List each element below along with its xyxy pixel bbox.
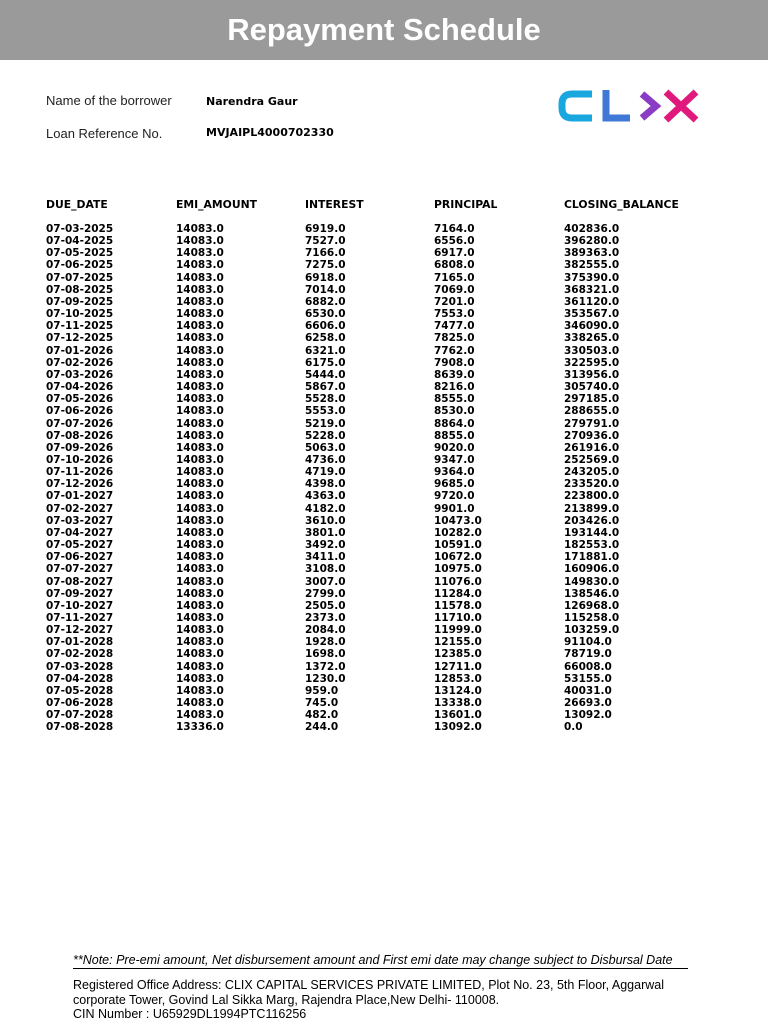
table-cell: 14083.0 (176, 441, 224, 454)
table-row (46, 259, 694, 271)
table-cell: 8216.0 (434, 381, 475, 394)
page-title: Repayment Schedule (227, 12, 541, 47)
table-cell: 1230.0 (305, 672, 346, 685)
table-cell: 338265.0 (564, 332, 620, 345)
table-cell: 07-11-2027 (46, 612, 114, 624)
table-cell: 07-10-2027 (46, 599, 114, 612)
table-row (46, 551, 694, 563)
table-cell: 7527.0 (305, 235, 346, 248)
table-cell: 6321.0 (305, 344, 346, 357)
table-row (46, 320, 694, 332)
table-cell: 11284.0 (434, 587, 482, 600)
table-row (46, 345, 694, 357)
table-cell: 4182.0 (305, 502, 346, 515)
table-cell: 6556.0 (434, 235, 475, 248)
table-cell: 14083.0 (176, 283, 224, 296)
table-cell: 13124.0 (434, 684, 482, 697)
table-row (46, 697, 694, 709)
table-cell: 91104.0 (564, 636, 612, 649)
table-cell: 14083.0 (176, 466, 224, 479)
table-row (46, 442, 694, 454)
table-cell: 244.0 (305, 721, 339, 734)
table-row (46, 478, 694, 490)
table-cell: 0.0 (564, 721, 583, 734)
table-cell: 14083.0 (176, 624, 224, 637)
table-cell: 12385.0 (434, 648, 482, 661)
table-cell: 12155.0 (434, 636, 482, 649)
table-cell: 11710.0 (434, 612, 482, 624)
disclaimer-note: **Note: Pre-emi amount, Net disbursement amount and First emi date may change subject to Disbursal Date (73, 953, 688, 969)
table-row (46, 284, 694, 296)
table-cell: 313956.0 (564, 368, 620, 381)
table-cell: 270936.0 (564, 429, 620, 442)
table-cell: 5228.0 (305, 429, 346, 442)
table-cell: 07-07-2025 (46, 271, 114, 284)
table-row (46, 357, 694, 369)
table-cell: 126968.0 (564, 599, 620, 612)
table-cell: 11076.0 (434, 575, 482, 588)
table-row (46, 648, 694, 660)
table-cell: 07-08-2026 (46, 429, 114, 442)
table-cell: 07-09-2027 (46, 587, 114, 600)
table-cell: 6882.0 (305, 295, 346, 308)
table-cell: 14083.0 (176, 575, 224, 588)
table-cell: 382555.0 (564, 259, 620, 272)
table-cell: 330503.0 (564, 344, 620, 357)
table-cell: 171881.0 (564, 551, 620, 564)
table-row (46, 527, 694, 539)
table-cell: 14083.0 (176, 612, 224, 624)
table-cell: 6175.0 (305, 356, 346, 369)
table-cell: 3108.0 (305, 563, 346, 576)
table-cell: 3492.0 (305, 539, 346, 552)
table-cell: 07-12-2026 (46, 478, 114, 491)
table-cell: 8864.0 (434, 417, 475, 430)
table-cell: 103259.0 (564, 624, 620, 637)
table-row (46, 685, 694, 697)
table-cell: 9020.0 (434, 441, 475, 454)
table-row (46, 393, 694, 405)
table-cell: 14083.0 (176, 393, 224, 406)
table-cell: 07-07-2027 (46, 563, 114, 576)
table-cell: 223800.0 (564, 490, 620, 503)
table-cell: 14083.0 (176, 709, 224, 722)
table-cell: 14083.0 (176, 636, 224, 649)
table-cell: 10591.0 (434, 539, 482, 552)
table-cell: 14083.0 (176, 490, 224, 503)
table-cell: 14083.0 (176, 648, 224, 661)
table-cell: 07-04-2025 (46, 235, 114, 248)
table-cell: 368321.0 (564, 283, 620, 296)
table-cell: 07-11-2025 (46, 320, 114, 333)
table-cell: 13336.0 (176, 721, 224, 734)
table-row (46, 430, 694, 442)
table-cell: 14083.0 (176, 405, 224, 418)
table-row (46, 454, 694, 466)
table-cell: 2084.0 (305, 624, 346, 637)
table-cell: 14083.0 (176, 308, 224, 321)
table-row (46, 418, 694, 430)
table-cell: 07-02-2028 (46, 648, 114, 661)
table-cell: 07-01-2027 (46, 490, 114, 503)
table-cell: 5553.0 (305, 405, 346, 418)
table-cell: 07-01-2026 (46, 344, 114, 357)
table-cell: 10473.0 (434, 514, 482, 527)
registered-address (73, 978, 703, 1022)
table-row (46, 405, 694, 417)
table-cell: 8555.0 (434, 393, 475, 406)
table-cell: 14083.0 (176, 599, 224, 612)
table-row (46, 369, 694, 381)
table-cell: 1372.0 (305, 660, 346, 673)
borrower-name-label: Name of the borrower (46, 93, 172, 108)
table-cell: 14083.0 (176, 429, 224, 442)
table-cell: 14083.0 (176, 223, 224, 235)
table-row (46, 576, 694, 588)
table-cell: 14083.0 (176, 320, 224, 333)
table-cell: 115258.0 (564, 612, 620, 624)
table-cell: 4363.0 (305, 490, 346, 503)
table-row (46, 490, 694, 502)
address-line-1: Registered Office Address: CLIX CAPITAL SERVICES PRIVATE LIMITED, Plot No. 23, 5th Floor, Aggarwal (73, 978, 664, 992)
table-cell: 353567.0 (564, 308, 620, 321)
col-interest: INTEREST (305, 198, 364, 211)
table-cell: 346090.0 (564, 320, 620, 333)
clix-logo (558, 86, 702, 126)
table-cell: 12853.0 (434, 672, 482, 685)
table-cell: 297185.0 (564, 393, 620, 406)
table-cell: 959.0 (305, 684, 339, 697)
address-line-2: corporate Tower, Govind Lal Sikka Marg, Rajendra Place,New Delhi- 110008. (73, 992, 500, 1007)
table-cell: 26693.0 (564, 697, 612, 710)
table-cell: 14083.0 (176, 563, 224, 576)
table-cell: 402836.0 (564, 223, 620, 235)
table-cell: 389363.0 (564, 247, 620, 260)
table-cell: 07-05-2025 (46, 247, 114, 260)
table-cell: 2799.0 (305, 587, 346, 600)
table-cell: 78719.0 (564, 648, 612, 661)
table-cell: 07-03-2025 (46, 223, 114, 235)
table-cell: 07-09-2025 (46, 295, 114, 308)
table-cell: 14083.0 (176, 587, 224, 600)
table-cell: 9347.0 (434, 453, 475, 466)
table-row (46, 296, 694, 308)
table-cell: 13092.0 (434, 721, 482, 734)
col-principal: PRINCIPAL (434, 198, 498, 211)
table-cell: 14083.0 (176, 551, 224, 564)
table-cell: 396280.0 (564, 235, 620, 248)
table-cell: 5528.0 (305, 393, 346, 406)
table-cell: 14083.0 (176, 539, 224, 552)
table-cell: 14083.0 (176, 356, 224, 369)
table-cell: 12711.0 (434, 660, 482, 673)
table-cell: 7165.0 (434, 271, 475, 284)
table-row (46, 466, 694, 478)
table-cell: 14083.0 (176, 368, 224, 381)
table-cell: 288655.0 (564, 405, 620, 418)
table-cell: 07-08-2027 (46, 575, 114, 588)
table-cell: 3801.0 (305, 526, 346, 539)
table-cell: 213899.0 (564, 502, 620, 515)
table-cell: 322595.0 (564, 356, 620, 369)
table-cell: 07-06-2025 (46, 259, 114, 272)
table-cell: 9685.0 (434, 478, 475, 491)
table-cell: 8639.0 (434, 368, 475, 381)
table-cell: 3610.0 (305, 514, 346, 527)
col-emi-amount: EMI_AMOUNT (176, 198, 257, 211)
table-cell: 07-12-2027 (46, 624, 114, 637)
table-row (46, 503, 694, 515)
borrower-name-value: Narendra Gaur (206, 95, 298, 108)
table-cell: 13338.0 (434, 697, 482, 710)
table-cell: 279791.0 (564, 417, 620, 430)
table-cell: 138546.0 (564, 587, 620, 600)
table-cell: 07-07-2028 (46, 709, 114, 722)
table-cell: 160906.0 (564, 563, 620, 576)
table-cell: 53155.0 (564, 672, 612, 685)
table-cell: 07-08-2028 (46, 721, 114, 734)
table-cell: 7908.0 (434, 356, 475, 369)
table-cell: 8530.0 (434, 405, 475, 418)
table-row (46, 247, 694, 259)
page-header (0, 0, 768, 60)
table-cell: 233520.0 (564, 478, 620, 491)
table-cell: 07-09-2026 (46, 441, 114, 454)
table-cell: 14083.0 (176, 660, 224, 673)
table-cell: 14083.0 (176, 271, 224, 284)
table-cell: 14083.0 (176, 344, 224, 357)
table-cell: 7825.0 (434, 332, 475, 345)
loan-ref-value: MVJAIPL4000702330 (206, 126, 334, 139)
table-cell: 4736.0 (305, 453, 346, 466)
table-cell: 6808.0 (434, 259, 475, 272)
table-cell: 149830.0 (564, 575, 620, 588)
table-cell: 14083.0 (176, 684, 224, 697)
table-row (46, 588, 694, 600)
table-cell: 6918.0 (305, 271, 346, 284)
table-header-row (46, 197, 694, 213)
table-cell: 305740.0 (564, 381, 620, 394)
table-cell: 482.0 (305, 709, 339, 722)
table-cell: 07-06-2027 (46, 551, 114, 564)
table-row (46, 235, 694, 247)
table-cell: 07-05-2027 (46, 539, 114, 552)
table-cell: 07-04-2026 (46, 381, 114, 394)
table-cell: 6258.0 (305, 332, 346, 345)
table-cell: 14083.0 (176, 453, 224, 466)
table-cell: 2505.0 (305, 599, 346, 612)
table-cell: 2373.0 (305, 612, 346, 624)
table-cell: 5444.0 (305, 368, 346, 381)
table-cell: 07-05-2028 (46, 684, 114, 697)
table-cell: 9364.0 (434, 466, 475, 479)
table-cell: 10975.0 (434, 563, 482, 576)
table-cell: 07-03-2027 (46, 514, 114, 527)
table-cell: 7166.0 (305, 247, 346, 260)
table-cell: 14083.0 (176, 526, 224, 539)
table-cell: 7275.0 (305, 259, 346, 272)
col-due-date: DUE_DATE (46, 198, 108, 211)
table-cell: 13092.0 (564, 709, 612, 722)
table-cell: 4398.0 (305, 478, 346, 491)
table-cell: 07-04-2027 (46, 526, 114, 539)
table-cell: 14083.0 (176, 247, 224, 260)
table-cell: 14083.0 (176, 502, 224, 515)
table-cell: 1928.0 (305, 636, 346, 649)
table-cell: 07-02-2026 (46, 356, 114, 369)
table-row (46, 272, 694, 284)
table-cell: 193144.0 (564, 526, 620, 539)
table-cell: 7069.0 (434, 283, 475, 296)
table-cell: 4719.0 (305, 466, 346, 479)
table-cell: 5219.0 (305, 417, 346, 430)
table-cell: 07-01-2028 (46, 636, 114, 649)
table-cell: 3007.0 (305, 575, 346, 588)
table-row (46, 332, 694, 344)
table-row (46, 515, 694, 527)
loan-ref-label: Loan Reference No. (46, 126, 163, 141)
table-cell: 07-08-2025 (46, 283, 114, 296)
table-cell: 9901.0 (434, 502, 475, 515)
col-closing-balance: CLOSING_BALANCE (564, 198, 679, 211)
table-row (46, 612, 694, 624)
table-row (46, 600, 694, 612)
table-cell: 203426.0 (564, 514, 620, 527)
table-cell: 13601.0 (434, 709, 482, 722)
table-cell: 14083.0 (176, 478, 224, 491)
table-row (46, 709, 694, 721)
table-cell: 7762.0 (434, 344, 475, 357)
table-cell: 07-10-2025 (46, 308, 114, 321)
table-cell: 07-05-2026 (46, 393, 114, 406)
table-cell: 6530.0 (305, 308, 346, 321)
table-cell: 361120.0 (564, 295, 620, 308)
table-cell: 14083.0 (176, 514, 224, 527)
table-row (46, 381, 694, 393)
table-cell: 14083.0 (176, 697, 224, 710)
table-cell: 375390.0 (564, 271, 620, 284)
table-cell: 14083.0 (176, 672, 224, 685)
table-cell: 7014.0 (305, 283, 346, 296)
table-cell: 7553.0 (434, 308, 475, 321)
table-cell: 07-06-2028 (46, 697, 114, 710)
table-cell: 07-03-2028 (46, 660, 114, 673)
table-cell: 07-07-2026 (46, 417, 114, 430)
table-cell: 14083.0 (176, 417, 224, 430)
table-row (46, 563, 694, 575)
table-cell: 07-02-2027 (46, 502, 114, 515)
table-cell: 07-03-2026 (46, 368, 114, 381)
table-cell: 6919.0 (305, 223, 346, 235)
table-cell: 07-06-2026 (46, 405, 114, 418)
table-cell: 9720.0 (434, 490, 475, 503)
table-row (46, 721, 694, 733)
table-cell: 1698.0 (305, 648, 346, 661)
table-row (46, 539, 694, 551)
table-cell: 07-04-2028 (46, 672, 114, 685)
table-cell: 14083.0 (176, 295, 224, 308)
table-cell: 07-10-2026 (46, 453, 114, 466)
repayment-table (46, 197, 694, 734)
table-cell: 8855.0 (434, 429, 475, 442)
table-row (46, 636, 694, 648)
table-cell: 10672.0 (434, 551, 482, 564)
table-cell: 243205.0 (564, 466, 620, 479)
table-cell: 252569.0 (564, 453, 620, 466)
table-cell: 14083.0 (176, 235, 224, 248)
table-cell: 7477.0 (434, 320, 475, 333)
table-cell: 745.0 (305, 697, 339, 710)
table-cell: 3411.0 (305, 551, 346, 564)
table-row (46, 308, 694, 320)
table-cell: 40031.0 (564, 684, 612, 697)
table-cell: 11999.0 (434, 624, 482, 637)
table-row (46, 673, 694, 685)
table-cell: 11578.0 (434, 599, 482, 612)
table-cell: 6917.0 (434, 247, 475, 260)
table-cell: 66008.0 (564, 660, 612, 673)
table-cell: 14083.0 (176, 259, 224, 272)
table-cell: 07-11-2026 (46, 466, 114, 479)
table-cell: 6606.0 (305, 320, 346, 333)
table-cell: 182553.0 (564, 539, 620, 552)
table-cell: 5063.0 (305, 441, 346, 454)
table-cell: 261916.0 (564, 441, 620, 454)
table-cell: 7164.0 (434, 223, 475, 235)
table-row (46, 624, 694, 636)
table-cell: 14083.0 (176, 332, 224, 345)
table-cell: 07-12-2025 (46, 332, 114, 345)
table-cell: 14083.0 (176, 381, 224, 394)
table-row (46, 223, 694, 235)
table-row (46, 661, 694, 673)
table-cell: 5867.0 (305, 381, 346, 394)
table-cell: 10282.0 (434, 526, 482, 539)
table-cell: 7201.0 (434, 295, 475, 308)
cin-number: CIN Number : U65929DL1994PTC116256 (73, 1007, 307, 1021)
